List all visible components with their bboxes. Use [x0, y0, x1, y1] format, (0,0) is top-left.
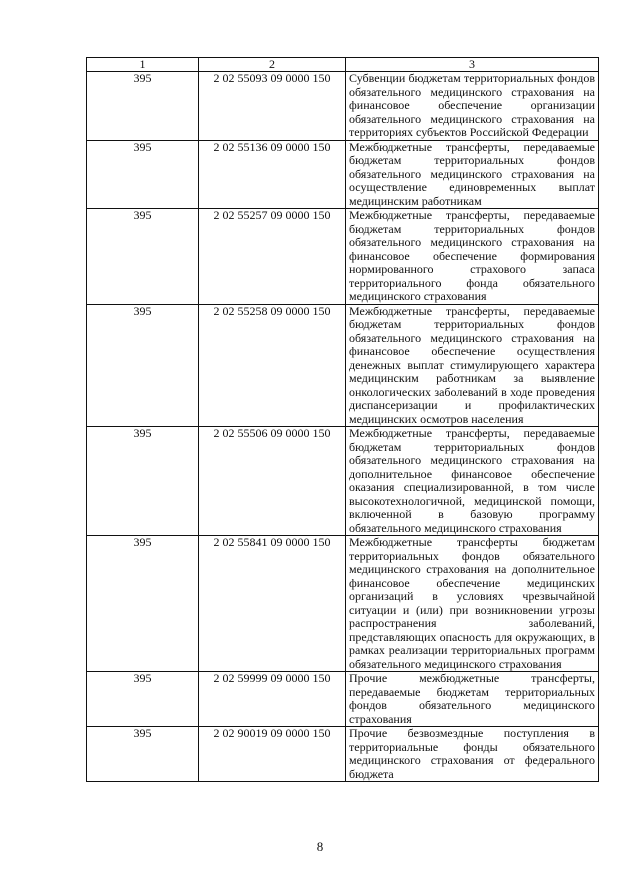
- income-name-cell: Межбюджетные трансферты, передаваемые бюджетам территориальных фондов обязательного медицинского страхования на дополнительное финансовое обеспечение оказания специализированной, в том числе высокотехнологичной, медицинской помощи, включенной в базовую программу обязательного медицинского страхования: [346, 427, 599, 536]
- table-row: [87, 727, 599, 782]
- table-row: [87, 72, 599, 141]
- income-name-cell: Межбюджетные трансферты бюджетам территориальных фондов обязательного медицинского страхования на дополнительное финансовое обеспечение медицинских организаций в условиях чрезвычайной ситуации и (или) при возникновении угрозы распространения заболеваний, представляющих опасность для окружающих, в рамках реализации территориальных программ обязательного медицинского страхования: [346, 536, 599, 672]
- admin-code-cell: 395: [87, 72, 199, 141]
- header-col-3: 3: [346, 58, 599, 72]
- table-row: [87, 209, 599, 305]
- header-col-2: 2: [199, 58, 346, 72]
- budget-code-cell: 2 02 55093 09 0000 150: [199, 72, 346, 141]
- budget-code-cell: 2 02 90019 09 0000 150: [199, 727, 346, 782]
- budget-code-cell: 2 02 55258 09 0000 150: [199, 304, 346, 427]
- admin-code-cell: 395: [87, 140, 199, 209]
- budget-code-table: [86, 57, 599, 782]
- income-name-cell: Субвенции бюджетам территориальных фондов обязательного медицинского страхования на финансовое обеспечение организации обязательного медицинского страхования на территориях субъектов Российской Федерации: [346, 72, 599, 141]
- table-header-row: [87, 58, 599, 72]
- table-row: [87, 140, 599, 209]
- budget-code-cell: 2 02 59999 09 0000 150: [199, 672, 346, 727]
- table-row: [87, 304, 599, 427]
- income-name-cell: Прочие безвозмездные поступления в территориальные фонды обязательного медицинского страхования от федерального бюджета: [346, 727, 599, 782]
- income-name-cell: Межбюджетные трансферты, передаваемые бюджетам территориальных фондов обязательного медицинского страхования на финансовое обеспечение осуществления денежных выплат стимулирующего характера медицинским работникам за выявление онкологических заболеваний в ходе проведения диспансеризации и профилактических медицинских осмотров населения: [346, 304, 599, 427]
- document-page: [86, 57, 598, 782]
- admin-code-cell: 395: [87, 672, 199, 727]
- budget-code-cell: 2 02 55136 09 0000 150: [199, 140, 346, 209]
- admin-code-cell: 395: [87, 536, 199, 672]
- income-name-cell: Прочие межбюджетные трансферты, передаваемые бюджетам территориальных фондов обязательного медицинского страхования: [346, 672, 599, 727]
- header-col-1: 1: [87, 58, 199, 72]
- page-number: 8: [316, 839, 324, 854]
- admin-code-cell: 395: [87, 427, 199, 536]
- table-row: [87, 672, 599, 727]
- admin-code-cell: 395: [87, 209, 199, 305]
- admin-code-cell: 395: [87, 727, 199, 782]
- table-row: [87, 536, 599, 672]
- budget-code-cell: 2 02 55257 09 0000 150: [199, 209, 346, 305]
- budget-code-cell: 2 02 55506 09 0000 150: [199, 427, 346, 536]
- table-row: [87, 427, 599, 536]
- income-name-cell: Межбюджетные трансферты, передаваемые бюджетам территориальных фондов обязательного медицинского страхования на финансовое обеспечение формирования нормированного страхового запаса территориального фонда обязательного медицинского страхования: [346, 209, 599, 305]
- budget-code-cell: 2 02 55841 09 0000 150: [199, 536, 346, 672]
- admin-code-cell: 395: [87, 304, 199, 427]
- income-name-cell: Межбюджетные трансферты, передаваемые бюджетам территориальных фондов обязательного медицинского страхования на осуществление единовременных выплат медицинским работникам: [346, 140, 599, 209]
